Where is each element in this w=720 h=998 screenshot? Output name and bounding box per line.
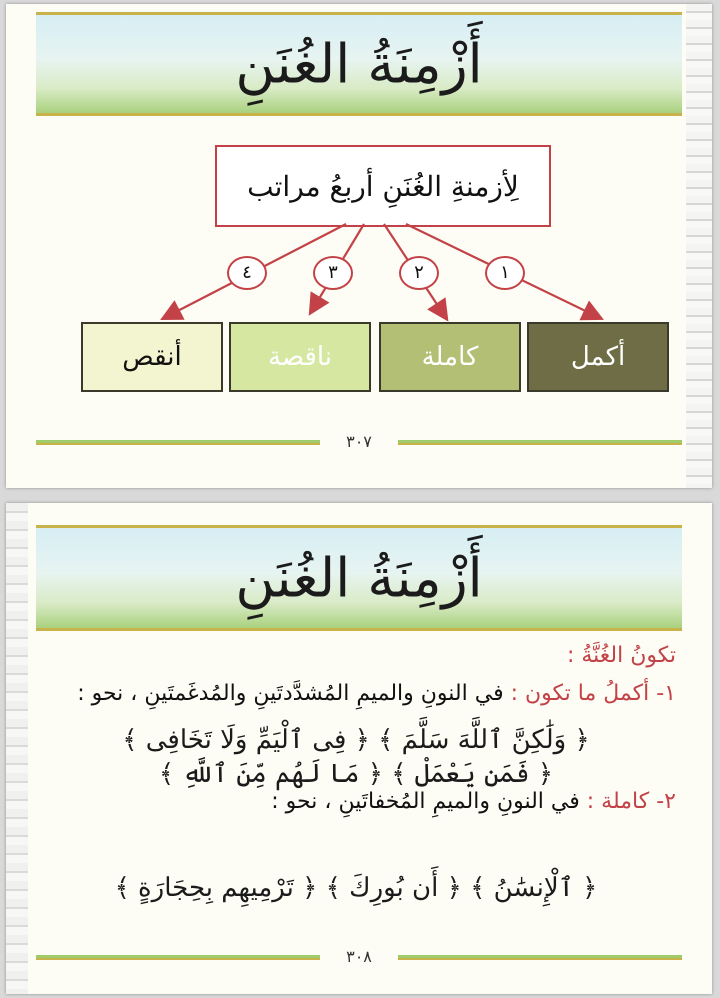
page-number: ٣٠٧ — [346, 432, 372, 451]
footer-rule — [36, 947, 682, 967]
item1-text: في النونِ والميمِ المُشدَّدتَينِ والمُدغَمتَينِ ، نحو : — [77, 681, 504, 706]
quran-example-row-3: ﴿ ٱلْإِنسَٰنُ ﴾ ﴿ أَن بُورِكَ ﴾ ﴿ تَرْمِيهِم بِحِجَارَةٍ ﴾ — [114, 873, 598, 903]
arrows-diagram — [6, 4, 712, 488]
section-heading: تكونُ الغُنَّةُ : — [566, 643, 676, 668]
page-title: أَزْمِنَةُ الغُنَنِ — [235, 32, 483, 96]
rule-line-1 — [36, 681, 676, 706]
level-number-2: ٢ — [399, 256, 439, 290]
level-number-3: ٣ — [313, 256, 353, 290]
level-box-akmal: أكمل — [527, 322, 669, 392]
page-card-307 — [6, 4, 712, 488]
level-number-1: ١ — [485, 256, 525, 290]
page-number: ٣٠٨ — [346, 947, 372, 966]
levels-summary-box: لِأزمنةِ الغُنَنِ أربعُ مراتب — [215, 145, 551, 227]
title-banner — [36, 525, 682, 631]
level-box-anqas: أنقص — [81, 322, 223, 392]
item2-label: ٢- كاملة : — [586, 789, 676, 814]
page-card-308 — [6, 503, 712, 994]
footer-rule — [36, 432, 682, 452]
level-box-kamila: كاملة — [379, 322, 521, 392]
quran-example-row-2: ﴿ فَمَن يَعْمَلْ ﴾ ﴿ مَا لَهُم مِّنَ ٱللَّهِ ﴾ — [158, 759, 554, 789]
level-number-4: ٤ — [227, 256, 267, 290]
spiral-binding — [6, 503, 28, 994]
level-box-naqisa: ناقصة — [229, 322, 371, 392]
quran-example-row-1: ﴿ وَلَٰكِنَّ ٱللَّهَ سَلَّمَ ﴾ ﴿ فِى ٱلْيَمِّ وَلَا تَخَافِى ﴾ — [122, 725, 590, 755]
page-title: أَزْمِنَةُ الغُنَنِ — [235, 546, 483, 610]
item2-text: في النونِ والميمِ المُخفاتَينِ ، نحو : — [271, 789, 580, 814]
item1-label: ١- أكملُ ما تكون : — [510, 681, 676, 706]
rule-line-2 — [36, 789, 676, 814]
